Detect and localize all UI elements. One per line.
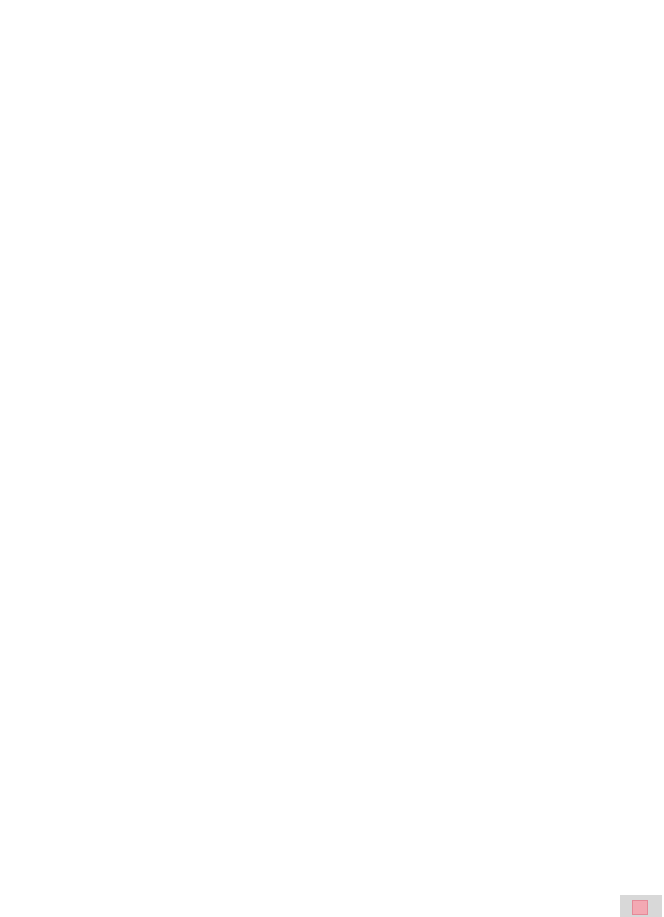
fretboard-diagram-blues-7 [330, 728, 628, 876]
section-text-blues-b5 [37, 486, 314, 502]
section-text-blues-7 [37, 727, 314, 743]
fretboard-diagram-blues-b5 [330, 488, 628, 636]
parts-list [37, 100, 632, 101]
section-text-minor-pentatonic [37, 295, 314, 311]
fretboard-diagram-minor-pentatonic [330, 272, 628, 420]
